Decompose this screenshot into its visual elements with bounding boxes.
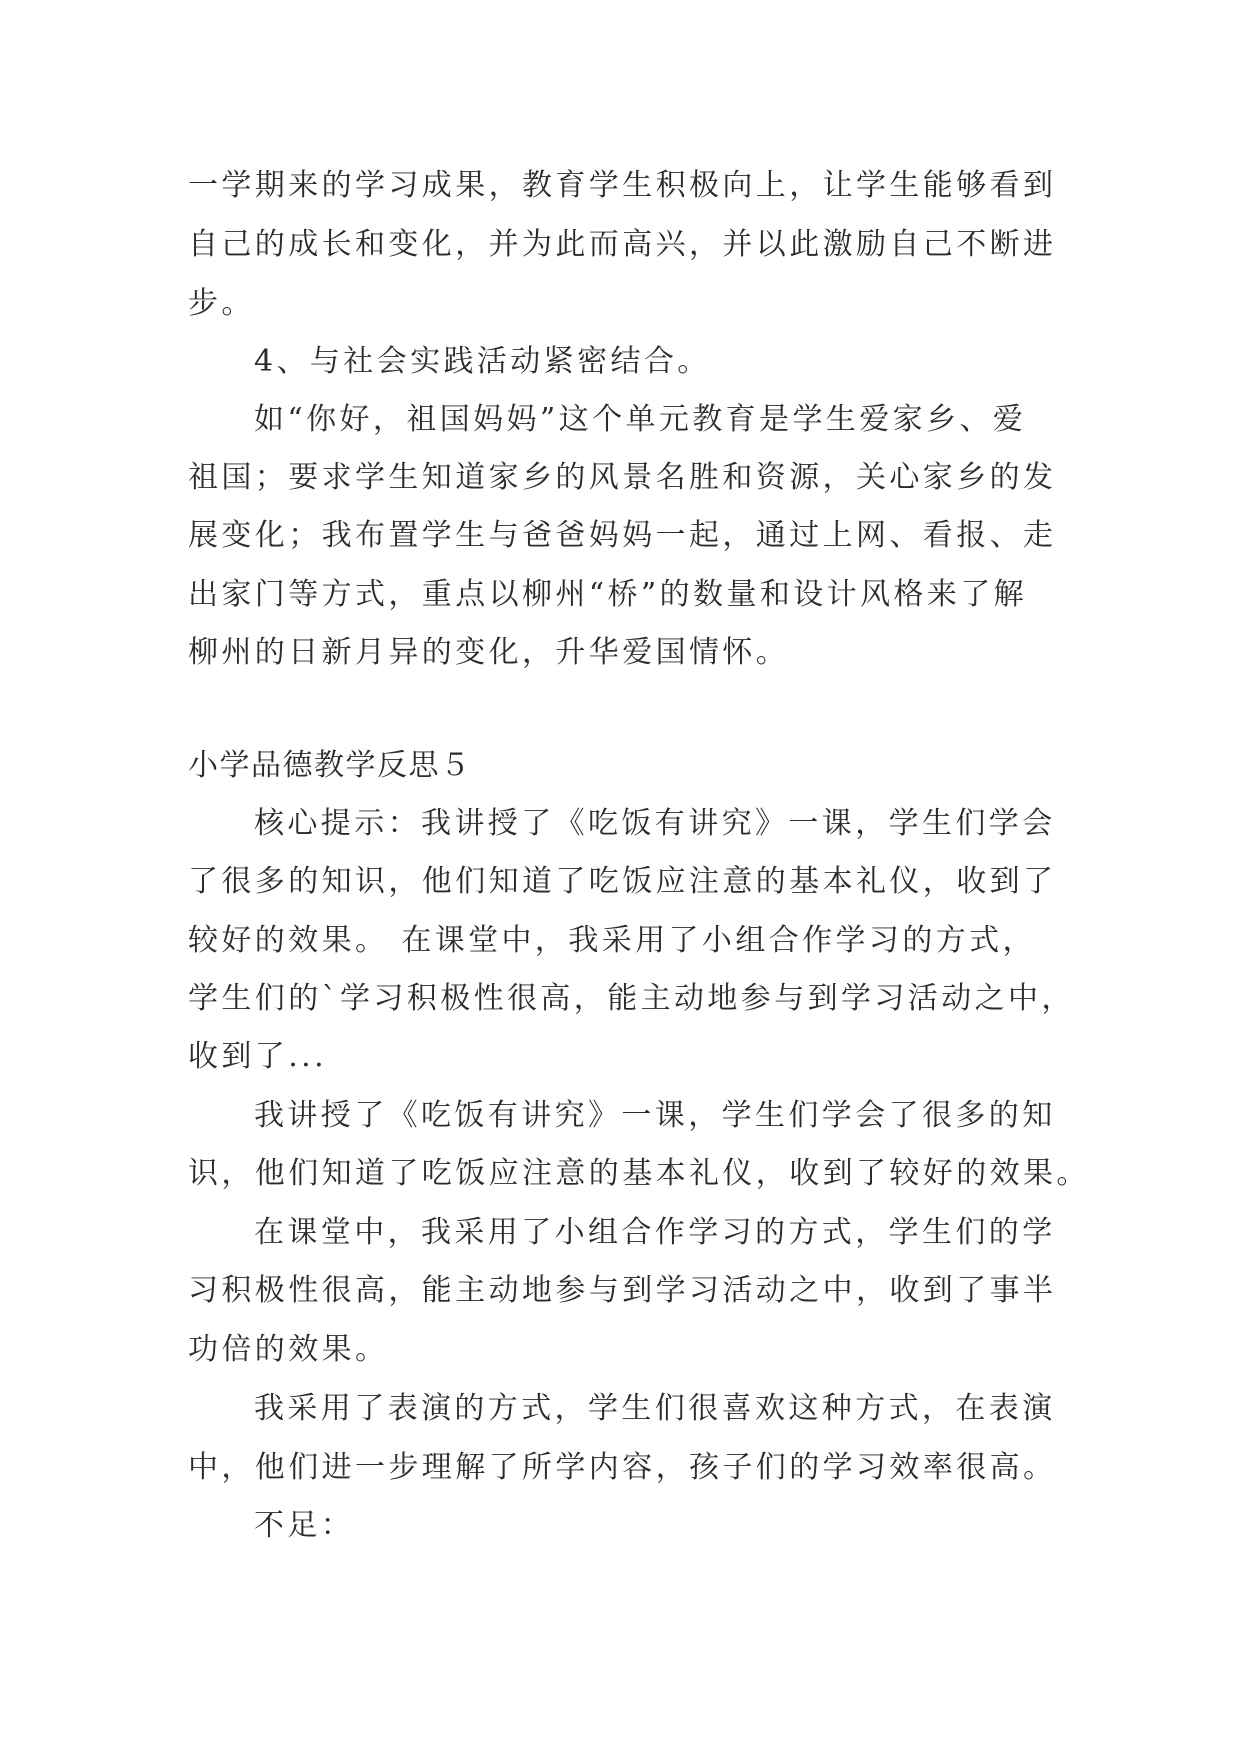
text-line: 步。 bbox=[188, 286, 255, 321]
text-line: 出家门等方式，重点以柳州“桥”的数量和设计风格来了解 bbox=[188, 577, 1028, 612]
text-line: 如“你好，祖国妈妈”这个单元教育是学生爱家乡、爱 bbox=[254, 402, 1027, 437]
text-line: 展变化；我布置学生与爸爸妈妈一起，通过上网、看报、走 bbox=[188, 518, 1057, 553]
text-line: 了很多的知识，他们知道了吃饭应注意的基本礼仪，收到了 bbox=[188, 864, 1057, 899]
text-line: 柳州的日新月异的变化，升华爱国情怀。 bbox=[188, 635, 790, 670]
text-line: 自己的成长和变化，并为此而高兴，并以此激励自己不断进 bbox=[188, 227, 1057, 262]
text-line: 习积极性很高，能主动地参与到学习活动之中，收到了事半 bbox=[188, 1273, 1057, 1308]
section-heading: 小学品德教学反思５ bbox=[188, 748, 472, 783]
text-line: 识，他们知道了吃饭应注意的基本礼仪，收到了较好的效果。 bbox=[188, 1156, 1090, 1191]
text-line: 在课堂中，我采用了小组合作学习的方式，学生们的学 bbox=[254, 1215, 1056, 1250]
text-line: 功倍的效果。 bbox=[188, 1332, 389, 1367]
text-line: 较好的效果。 在课堂中，我采用了小组合作学习的方式， bbox=[188, 923, 1036, 958]
text-line: 核心提示：我讲授了《吃饭有讲究》一课，学生们学会 bbox=[254, 806, 1056, 841]
text-line: 一学期来的学习成果，教育学生积极向上，让学生能够看到 bbox=[188, 168, 1057, 203]
text-line: 学生们的`学习积极性很高，能主动地参与到学习活动之中， bbox=[188, 981, 1075, 1016]
text-line: 祖国；要求学生知道家乡的风景名胜和资源，关心家乡的发 bbox=[188, 460, 1057, 495]
text-line: 中，他们进一步理解了所学内容，孩子们的学习效率很高。 bbox=[188, 1450, 1057, 1485]
text-line: 我讲授了《吃饭有讲究》一课，学生们学会了很多的知 bbox=[254, 1098, 1056, 1133]
text-line: 不足： bbox=[254, 1508, 355, 1543]
text-line: 4、与社会实践活动紧密结合。 bbox=[254, 344, 711, 379]
text-line: 我采用了表演的方式，学生们很喜欢这种方式，在表演 bbox=[254, 1391, 1056, 1426]
text-line: 收到了... bbox=[188, 1039, 328, 1074]
